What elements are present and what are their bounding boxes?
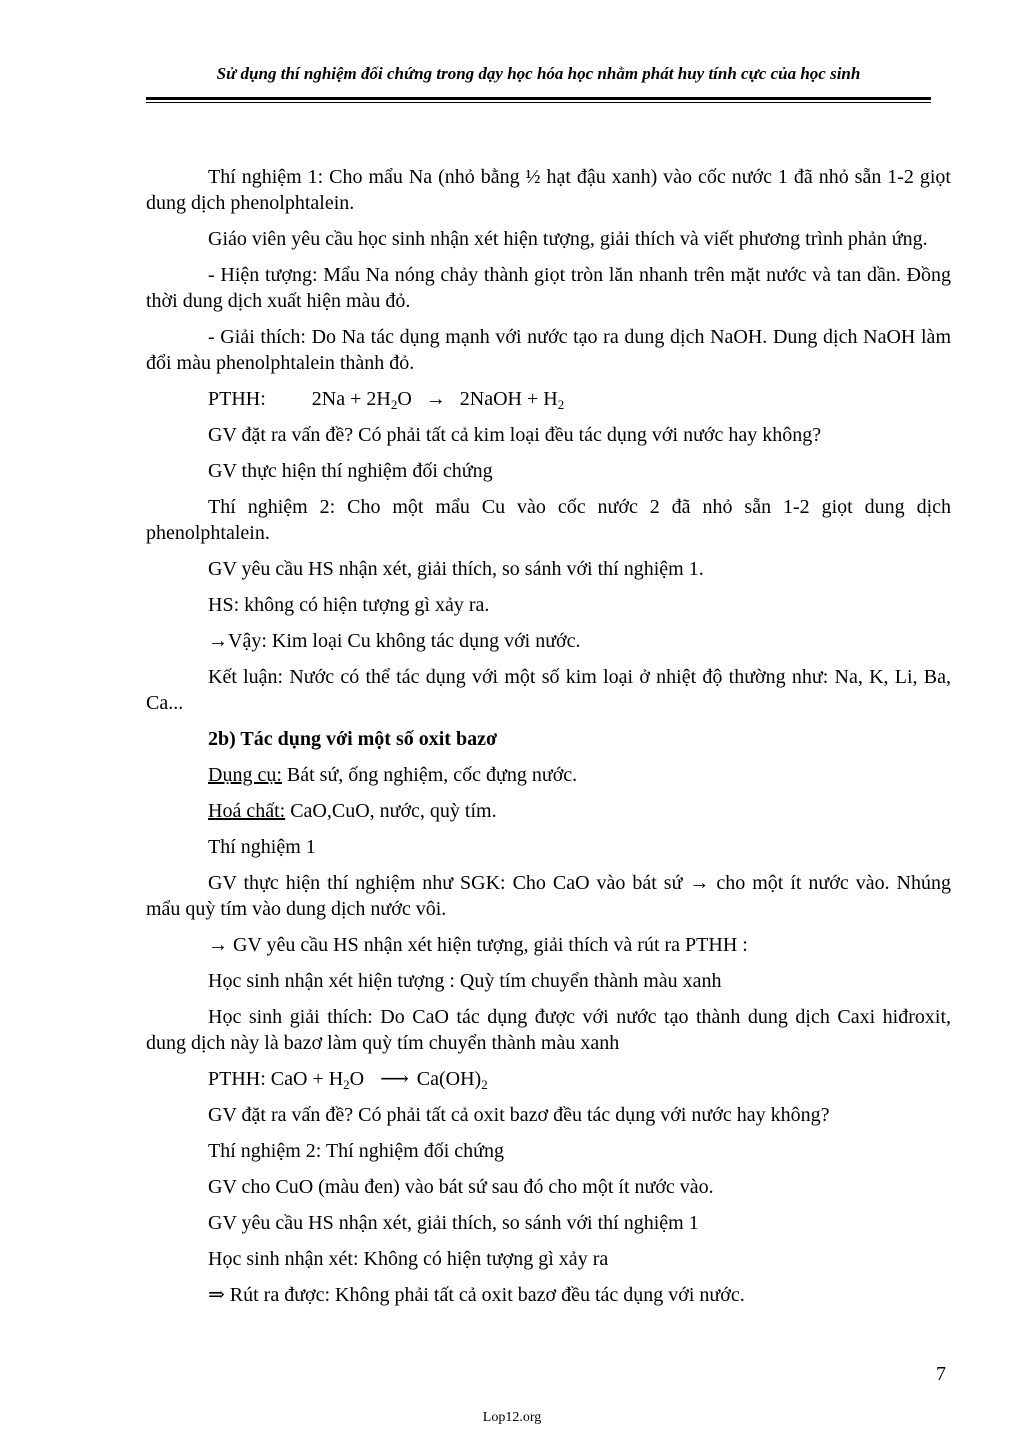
paragraph-conclusion: Kết luận: Nước có thể tác dụng với một số kim loại ở nhiệt độ thường như: Na, K, Li, Ba, Ca...	[146, 666, 951, 714]
paragraph-question-oxides: GV đặt ra vấn đề? Có phải tất cả oxit bazơ đều tác dụng với nước hay không?	[208, 1104, 830, 1126]
paragraph-cao-request: → GV yêu cầu HS nhận xét hiện tượng, giải thích và rút ra PTHH :	[208, 934, 748, 956]
reaction-arrow-icon: →	[425, 388, 446, 410]
paragraph-cuo-procedure: GV cho CuO (màu đen) vào bát sứ sau đó cho một ít nước vào.	[208, 1176, 714, 1198]
paragraph-teacher-request: Giáo viên yêu cầu học sinh nhận xét hiện tượng, giải thích và viết phương trình phản ứng.	[208, 228, 928, 250]
paragraph-hs-answer: HS: không có hiện tượng gì xảy ra.	[208, 594, 490, 616]
paragraph-control-experiment: GV thực hiện thí nghiệm đối chứng	[208, 460, 493, 482]
equation-label: PTHH:	[208, 388, 266, 410]
paragraph-cao-explanation: Học sinh giải thích: Do CaO tác dụng được với nước tạo thành dung dịch Caxi hiđroxit, dung dịch này là bazơ làm quỳ tím chuyển thành màu xanh	[146, 1006, 951, 1054]
running-header-title: Sử dụng thí nghiệm đối chứng trong dạy học hóa học nhằm phát huy tính cực của học sinh	[216, 64, 861, 83]
document-body	[146, 164, 951, 1318]
tools-label: Dụng cụ:	[208, 764, 282, 786]
paragraph-oxide-experiment-1: Thí nghiệm 1	[208, 836, 316, 858]
equation-cao-water: PTHH: CaO + $H_2O$ ⟶ $Ca(OH)_2$	[208, 1068, 488, 1092]
paragraph-cuo-observation: Học sinh nhận xét: Không có hiện tượng gì xảy ra	[208, 1248, 609, 1270]
paragraph-tools: Dụng cụ: Bát sứ, ống nghiệm, cốc đựng nước.	[208, 764, 578, 786]
paragraph-compare-request: GV yêu cầu HS nhận xét, giải thích, so sánh với thí nghiệm 1.	[208, 558, 704, 580]
header-rule-thick	[146, 97, 931, 100]
reaction-long-arrow-icon: ⟶	[380, 1068, 409, 1090]
paragraph-experiment-1: Thí nghiệm 1: Cho mẩu Na (nhỏ bằng ½ hạt đậu xanh) vào cốc nước 1 đã nhỏ sẵn 1-2 giọt dung dịch phenolphtalein.	[146, 166, 951, 214]
paragraph-phenomenon: - Hiện tượng: Mẩu Na nóng chảy thành giọt tròn lăn nhanh trên mặt nước và tan dần. Đồng thời dung dịch xuất hiện màu đỏ.	[146, 264, 951, 312]
paragraph-oxide-experiment-2: Thí nghiệm 2: Thí nghiệm đối chứng	[208, 1140, 504, 1162]
paragraph-chemicals: Hoá chất: CaO,CuO, nước, quỳ tím.	[208, 800, 497, 822]
paragraph-explanation: - Giải thích: Do Na tác dụng mạnh với nước tạo ra dung dịch NaOH. Dung dịch NaOH làm đổi màu phenolphtalein thành đỏ.	[146, 326, 951, 374]
paragraph-cu-conclusion: →Vậy: Kim loại Cu không tác dụng với nước.	[208, 630, 581, 652]
paragraph-question-metals: GV đặt ra vấn đề? Có phải tất cả kim loại đều tác dụng với nước hay không?	[208, 424, 822, 446]
equation-na-water: PTHH: $2Na + 2H_2O$ → 2NaOH + $H_2$	[208, 388, 565, 412]
header-rule-thin	[146, 102, 931, 103]
page-number: 7	[936, 1363, 946, 1385]
paragraph-cao-observation: Học sinh nhận xét hiện tượng : Quỳ tím chuyển thành màu xanh	[208, 970, 722, 992]
paragraph-experiment-2: Thí nghiệm 2: Cho một mẩu Cu vào cốc nước 2 đã nhỏ sẵn 1-2 giọt dung dịch phenolphtalein.	[146, 496, 951, 544]
paragraph-cuo-request: GV yêu cầu HS nhận xét, giải thích, so sánh với thí nghiệm 1	[208, 1212, 699, 1234]
paragraph-oxide-conclusion: ⇒ Rút ra được: Không phải tất cả oxit bazơ đều tác dụng với nước.	[208, 1284, 745, 1306]
chemicals-label: Hoá chất:	[208, 800, 286, 822]
section-heading-2b: 2b) Tác dụng với một số oxit bazơ	[208, 728, 498, 750]
paragraph-cao-procedure: GV thực hiện thí nghiệm như SGK: Cho CaO vào bát sứ → cho một ít nước vào. Nhúng mẩu quỳ tím vào dung dịch nước vôi.	[146, 872, 951, 920]
footer-site-link[interactable]: Lop12.org	[482, 1410, 542, 1425]
